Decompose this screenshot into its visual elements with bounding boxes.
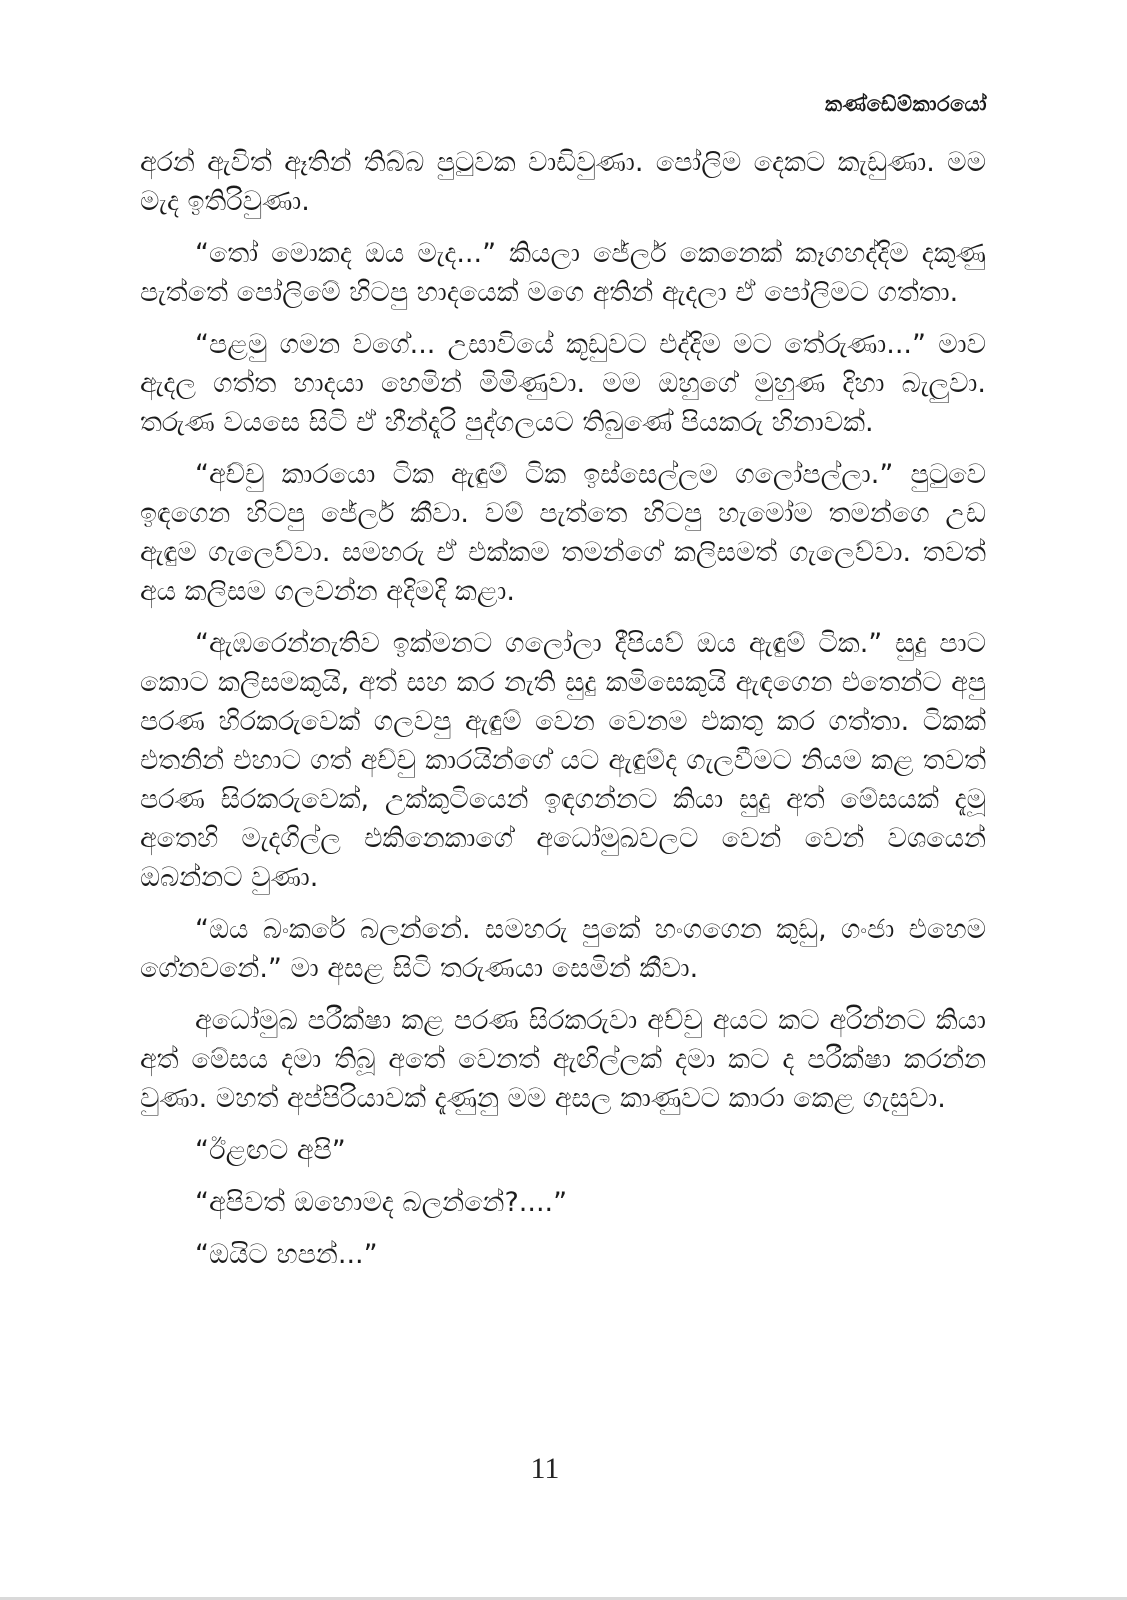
paragraph: “ඔයිට හපන්...” xyxy=(195,1239,378,1270)
paragraph: “තෝ මොකද ඔය මැද...” කියලා ජේලර් කෙනෙක් කෑගහද්දිම දකුණු පැත්තේ පෝලිමේ හිටපු හාදයෙක් මගෙ අතින් ඇදලා ඒ පෝලිමට ගත්තා. xyxy=(140,238,986,308)
paragraph: “ඇඹරෙන්නැතිව ඉක්මනට ගලෝලා දීපියව් ඔය ඇඳුම් ටික.” සුදු පාට කොට කලිසමකුයි, අත් සහ කර නැති සුදු කමිසෙකුයි ඇඳගෙන එතෙන්ට අපු පරණ හිරකරුවෙක් ගලවපු ඇඳුම් වෙන වෙනම එකතු කර ගත්තා. ටිකක් එතනින් එහාට ගත් අච්චු කාරයින්ගේ යට ඇඳුම්ද ගැලවීමට නියම කළ තවත් පරණ සිරකරුවෙක්, උක්කුටියෙන් ඉඳගන්නට කියා සුදු අත් මේසයක් දැමූ අතෙහි මැදගිල්ල එකිනෙකාගේ අධෝමුඛවලට වෙන් වෙන් වශයෙන් ඔබන්නට වුණා. xyxy=(140,628,986,893)
paragraph: අරන් ඇවිත් ඈතින් තිබ්බ පුටුවක වාඩිවුණා. පෝලිම දෙකට කැඩුණා. මම මැද ඉතිරිවුණා. xyxy=(140,147,986,217)
paragraph: “අච්චු කාරයො ටික ඇඳුම් ටික ඉස්සෙල්ලම ගලෝපල්ලා.” පුටුවෙ ඉඳගෙන හිටපු ජේලර් කීවා. වම් පැත්තෙ හිටපු හැමෝම තමන්ගෙ උඩ ඇඳුම ගැලෙව්වා. සමහරු ඒ එක්කම තමන්ගේ කලිසමත් ගැලෙව්වා. තවත් අය කලිසම ගලවන්න අදිමදි කළා. xyxy=(140,459,986,607)
body-paragraphs xyxy=(140,143,986,1287)
running-header-title: කණ්ඩේම්කාරයෝ xyxy=(824,92,987,116)
paragraph: “පළමු ගමන වගේ... උසාවියේ කූඩුවට එද්දිම මට තේරුණා...” මාව ඇදල ගත්ත හාදයා හෙමින් මිමිණුවා. මම ඔහුගේ මුහුණ දිහා බැලුවා. තරුණ වයසෙ සිටි ඒ හීන්දෑරි පුද්ගලයට තිබුණේ පියකරු හිනාවක්. xyxy=(140,329,986,438)
page-number: 11 xyxy=(530,1452,560,1485)
paragraph: අධෝමුඛ පරීක්ෂා කළ පරණ සිරකරුවා අච්චු අයට කට අරින්නට කියා අත් මේසය දමා තිබූ අතේ වෙනත් ඇඟිල්ලක් දමා කට ද පරීක්ෂා කරන්න වුණා. මහත් අප්පිරියාවක් දැණුනු මම අසල කාණුවට කාරා කෙළ ගැසුවා. xyxy=(140,1005,986,1114)
paragraph: “ඔය බංකරේ බලන්නේ. සමහරු පුකේ හංගගෙන කුඩු, ගංජා එහෙම ගේනවනේ.” මා අසළ සිටි තරුණයා සෙමින් කීවා. xyxy=(140,914,986,984)
paragraph: “අපිවත් ඔහොමද බලන්නේ?....” xyxy=(195,1187,568,1218)
paragraph: “ඊළඟට අපි” xyxy=(195,1135,346,1166)
